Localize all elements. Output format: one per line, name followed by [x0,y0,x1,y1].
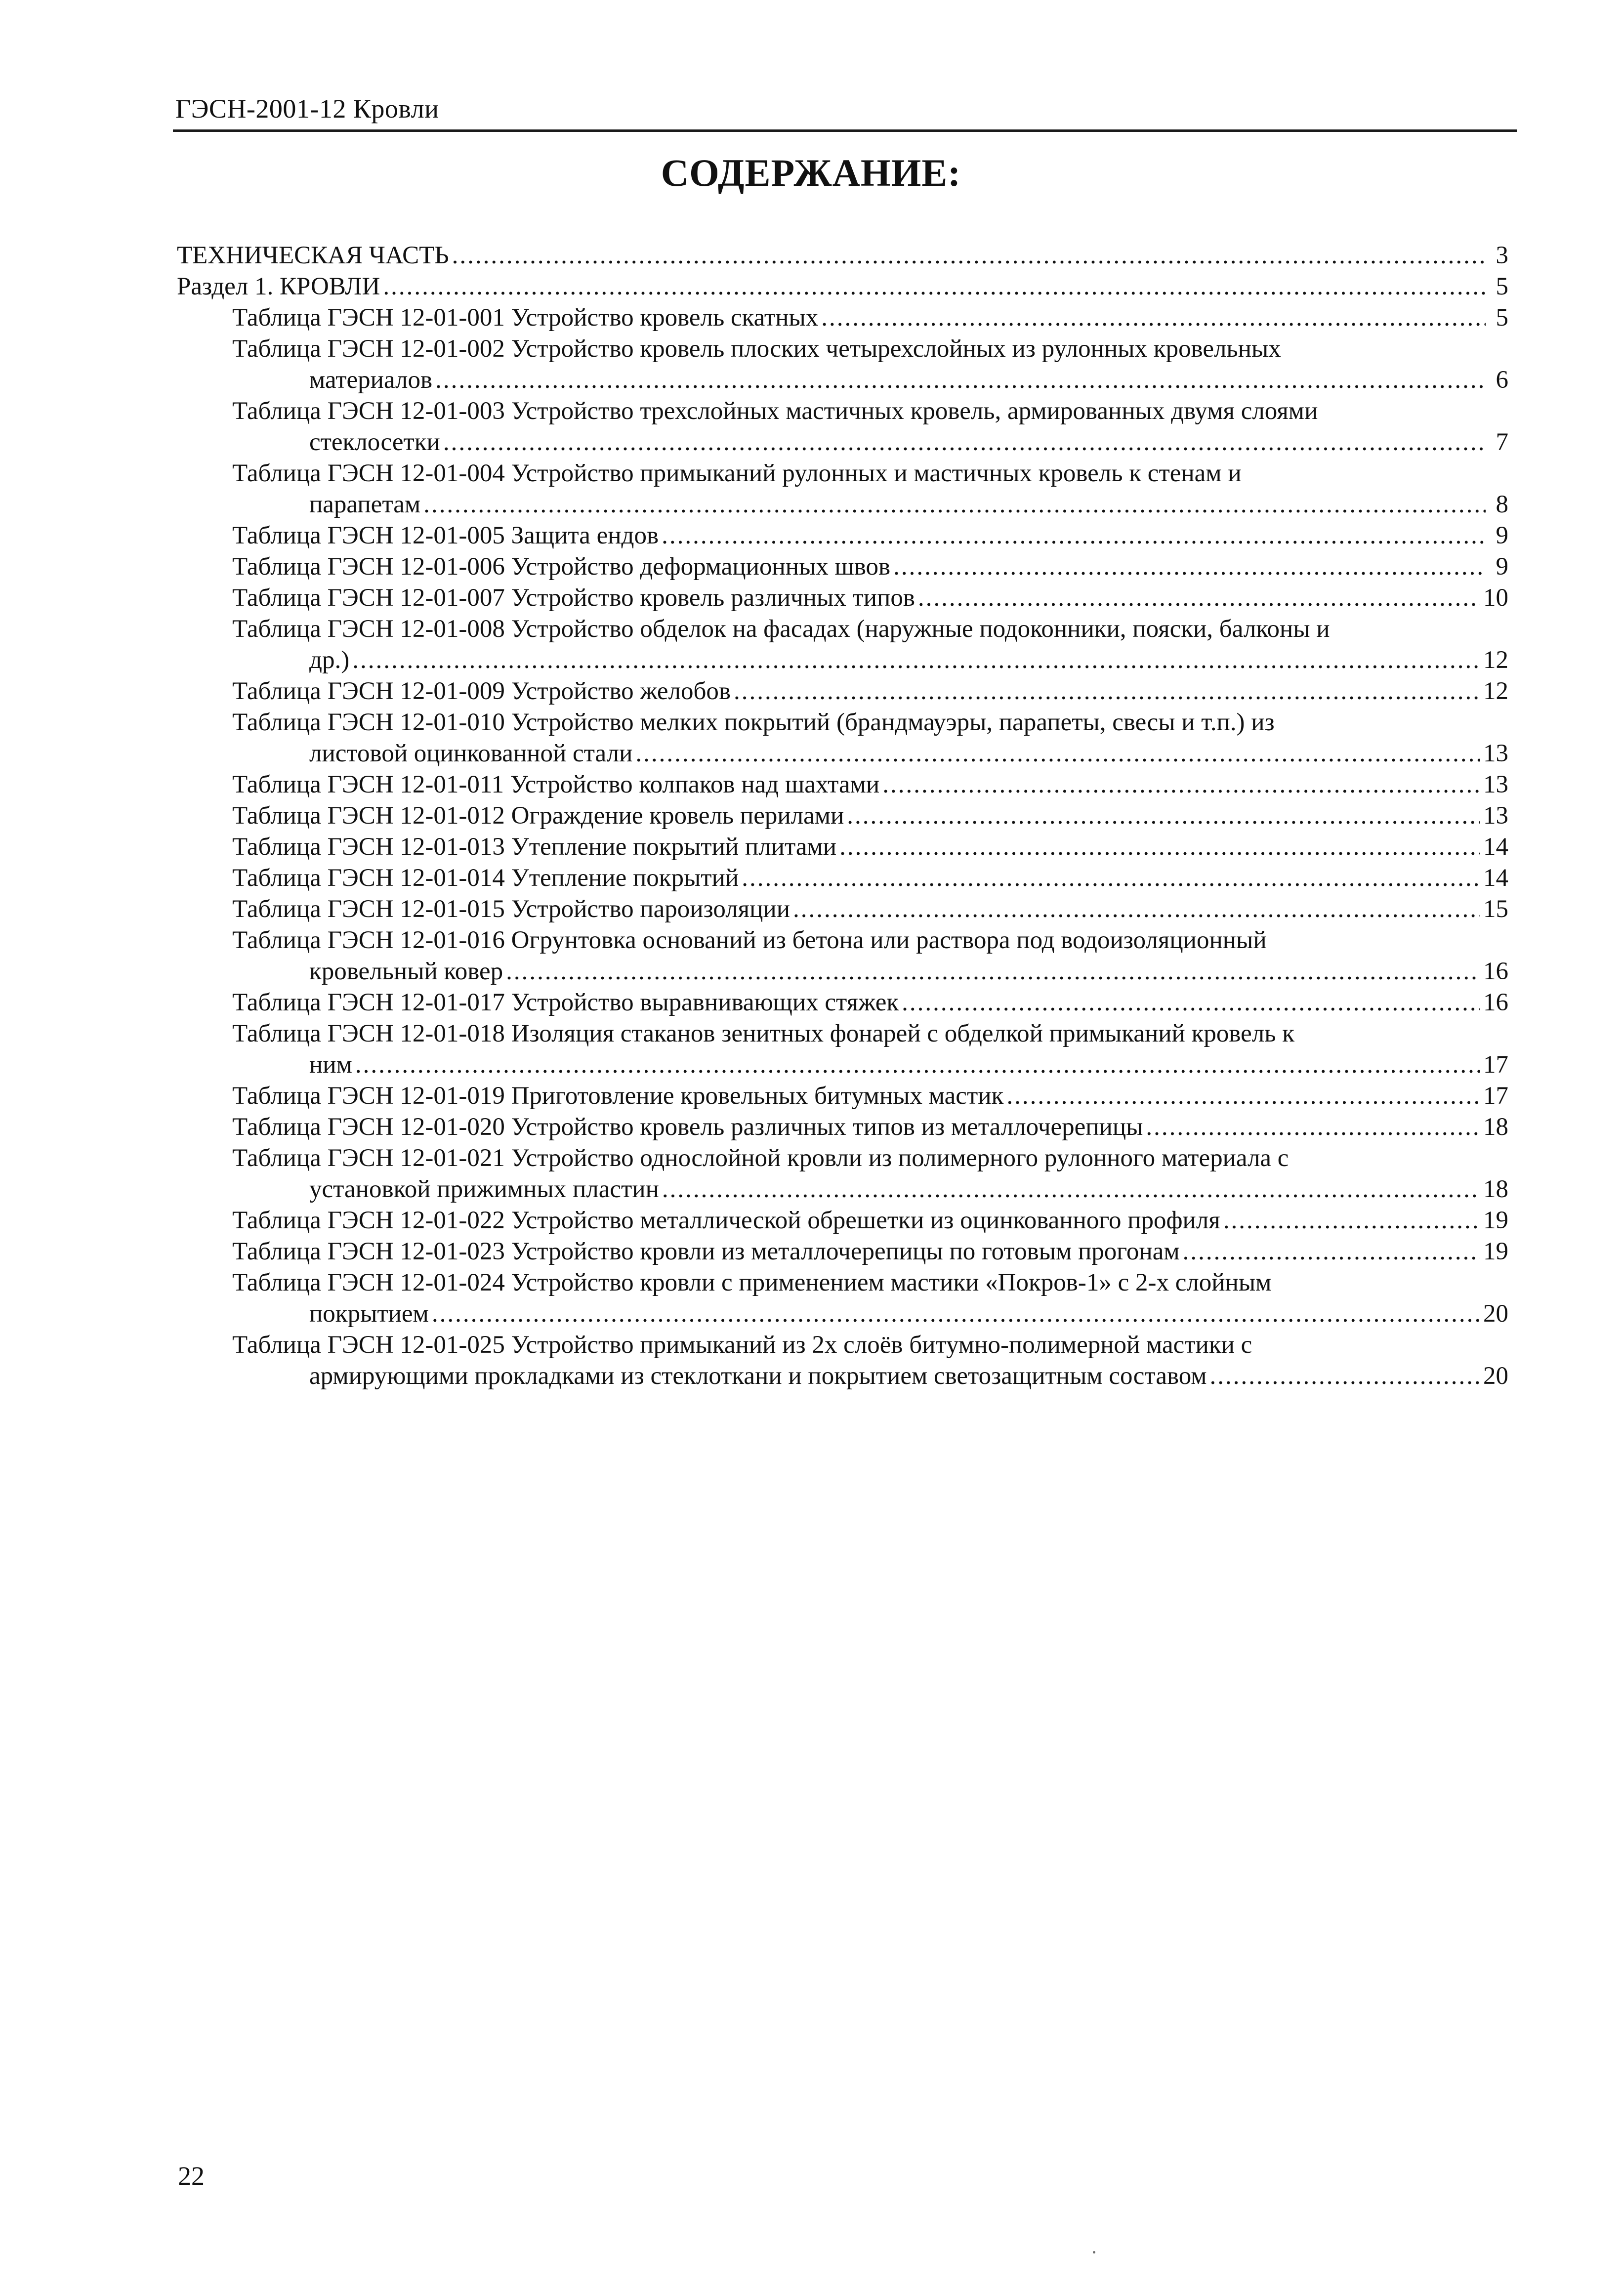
toc-entry[interactable] [177,520,1508,551]
toc-page-number: 13 [1483,771,1508,798]
toc-entry-line [232,302,1508,334]
toc-entry-line [232,551,1508,583]
toc-dot-leader [423,489,1486,520]
toc-page-number: 13 [1483,740,1508,767]
toc-dot-leader [662,520,1486,551]
toc-entry[interactable] [177,614,1508,676]
toc-dot-leader [432,1298,1480,1330]
toc-entry-text: Таблица ГЭСН 12-01-018 Изоляция стаканов зенитных фонарей с обделкой примыканий кровель к [232,1020,1295,1047]
toc-entry[interactable] [177,583,1508,614]
toc-entry[interactable] [177,302,1508,334]
toc-page-number: 7 [1496,428,1508,456]
toc-entry-line [232,1143,1508,1174]
toc-entry-line [232,676,1508,707]
toc-entry-text: Таблица ГЭСН 12-01-015 Устройство пароизоляции [232,895,790,923]
toc-entry[interactable] [177,800,1508,832]
toc-entry-text: материалов [309,366,433,394]
toc-entry-text: стеклосетки [309,428,440,456]
toc-dot-leader [1210,1361,1480,1392]
toc-dot-leader [506,956,1480,987]
toc-page-number: 5 [1496,304,1508,332]
toc-entry[interactable] [177,334,1508,396]
toc-entry-text: парапетам [309,491,421,518]
toc-dot-leader [383,271,1486,302]
toc-page-number: 20 [1483,1362,1508,1390]
toc-page-number: 14 [1483,833,1508,861]
toc-page-number: 6 [1496,366,1508,394]
toc-dot-leader [734,676,1480,707]
toc-entry-line [232,1049,1508,1081]
toc-entry[interactable] [177,1330,1508,1392]
toc-page-number: 18 [1483,1175,1508,1203]
scan-speck [1093,2251,1095,2254]
toc-dot-leader [918,583,1480,614]
toc-entry[interactable] [177,458,1508,520]
toc-dot-leader [635,738,1480,769]
toc-dot-leader [847,800,1480,832]
toc-entry-text: ним [309,1051,352,1079]
toc-entry[interactable] [177,396,1508,458]
toc-entry-line [232,707,1508,738]
toc-entry[interactable] [177,1081,1508,1112]
toc-entry-text: Таблица ГЭСН 12-01-005 Защита ендов [232,522,659,549]
toc-page-number: 5 [1496,273,1508,300]
toc-entry-line [232,1205,1508,1236]
toc-entry-line [232,987,1508,1018]
toc-entry[interactable] [177,1018,1508,1081]
toc-page-number: 18 [1483,1113,1508,1141]
toc-entry[interactable] [177,1112,1508,1143]
toc-entry-line [232,800,1508,832]
toc-entry-text: Таблица ГЭСН 12-01-009 Устройство желобов [232,677,731,705]
toc-entry-text: Таблица ГЭСН 12-01-008 Устройство обделок на фасадах (наружные подоконники, пояски, балконы и [232,615,1330,643]
toc-dot-leader [1223,1205,1480,1236]
toc-dot-leader [443,427,1486,458]
toc-entry-text: Таблица ГЭСН 12-01-004 Устройство примыканий рулонных и мастичных кровель к стенам и [232,459,1242,487]
toc-entry[interactable] [177,1205,1508,1236]
toc-dot-leader [1146,1112,1480,1143]
toc-entry-text: Таблица ГЭСН 12-01-006 Устройство деформационных швов [232,553,891,581]
toc-entry-text: Таблица ГЭСН 12-01-023 Устройство кровли из металлочерепицы по готовым прогонам [232,1238,1180,1265]
toc-dot-leader [1183,1236,1480,1267]
toc-entry-line [232,1330,1508,1361]
toc-entry-line [232,1298,1508,1330]
toc-entry[interactable] [177,707,1508,769]
toc-page-number: 15 [1483,895,1508,923]
toc-entry-text: Таблица ГЭСН 12-01-013 Утепление покрытий плитами [232,833,837,861]
toc-entry-text: Таблица ГЭСН 12-01-003 Устройство трехслойных мастичных кровель, армированных двумя слоями [232,397,1318,425]
toc-dot-leader [742,863,1480,894]
toc-page-number: 17 [1483,1051,1508,1079]
toc-page-number: 20 [1483,1300,1508,1328]
toc-entry-text: Раздел 1. КРОВЛИ [177,273,380,300]
toc-entry-text: Таблица ГЭСН 12-01-021 Устройство однослойной кровли из полимерного рулонного материала с [232,1144,1289,1172]
toc-entry-text: Таблица ГЭСН 12-01-016 Огрунтовка оснований из бетона или раствора под водоизоляционный [232,926,1267,954]
table-of-contents [177,240,1508,1392]
toc-entry[interactable] [177,1143,1508,1205]
toc-entry[interactable] [177,894,1508,925]
toc-entry-line [232,334,1508,365]
toc-page-number: 3 [1496,242,1508,269]
toc-entry[interactable] [177,271,1508,302]
toc-dot-leader [839,832,1480,863]
toc-title: СОДЕРЖАНИЕ: [661,151,961,194]
toc-entry-line [232,925,1508,956]
toc-entry[interactable] [177,1267,1508,1330]
toc-entry-line [232,458,1508,489]
toc-entry-text: Таблица ГЭСН 12-01-007 Устройство кровель различных типов [232,584,915,612]
toc-page-number: 9 [1496,522,1508,549]
toc-page-number: 12 [1483,646,1508,674]
toc-entry-line [232,1081,1508,1112]
toc-entry-line [232,769,1508,800]
toc-entry-line [177,240,1508,271]
toc-entry[interactable] [177,551,1508,583]
toc-dot-leader [452,240,1486,271]
toc-dot-leader [662,1174,1480,1205]
toc-entry-line [232,894,1508,925]
toc-entry-text: Таблица ГЭСН 12-01-017 Устройство выравнивающих стяжек [232,989,899,1016]
toc-entry-text: Таблица ГЭСН 12-01-012 Ограждение кровель перилами [232,802,844,830]
toc-entry-text: армирующими прокладками из стеклоткани и покрытием светозащитным составом [309,1362,1207,1390]
toc-entry-line [232,1361,1508,1392]
toc-entry-line [232,956,1508,987]
toc-entry-line [232,396,1508,427]
toc-entry-text: Таблица ГЭСН 12-01-020 Устройство кровель различных типов из металлочерепицы [232,1113,1143,1141]
toc-entry-text: др.) [309,646,350,674]
toc-entry[interactable] [177,832,1508,863]
toc-entry-line [232,645,1508,676]
toc-dot-leader [902,987,1480,1018]
toc-entry[interactable] [177,987,1508,1018]
toc-entry-text: Таблица ГЭСН 12-01-010 Устройство мелких покрытий (брандмауэры, парапеты, свесы и т.п.) из [232,709,1275,736]
running-header: ГЭСН-2001-12 Кровли [175,94,439,124]
toc-entry[interactable] [177,1236,1508,1267]
toc-dot-leader [793,894,1480,925]
toc-page-number: 8 [1496,491,1508,518]
toc-page-number: 19 [1483,1238,1508,1265]
toc-entry-line [232,365,1508,396]
toc-entry-text: Таблица ГЭСН 12-01-002 Устройство кровель плоских четырехслойных из рулонных кровельных [232,335,1281,363]
toc-entry-text: Таблица ГЭСН 12-01-019 Приготовление кровельных битумных мастик [232,1082,1004,1110]
toc-page-number: 14 [1483,864,1508,892]
toc-entry-text: листовой оцинкованной стали [309,740,633,767]
toc-entry-line [232,1018,1508,1049]
toc-entry-text: Таблица ГЭСН 12-01-022 Устройство металлической обрешетки из оцинкованного профиля [232,1207,1220,1234]
toc-dot-leader [355,1049,1480,1081]
toc-entry-text: Таблица ГЭСН 12-01-001 Устройство кровель скатных [232,304,819,332]
toc-entry-text: Таблица ГЭСН 12-01-025 Устройство примыканий из 2х слоёв битумно-полимерной мастики с [232,1331,1252,1359]
toc-entry-line [232,832,1508,863]
toc-entry-line [232,1267,1508,1298]
toc-entry-line [232,427,1508,458]
toc-entry[interactable] [177,240,1508,271]
toc-dot-leader [435,365,1486,396]
toc-entry-text: установкой прижимных пластин [309,1175,659,1203]
toc-entry-text: покрытием [309,1300,429,1328]
toc-page-number: 13 [1483,802,1508,830]
toc-entry-line [232,614,1508,645]
toc-entry-line [232,583,1508,614]
toc-dot-leader [821,302,1486,334]
toc-page-number: 17 [1483,1082,1508,1110]
toc-entry-line [232,863,1508,894]
toc-entry[interactable] [177,769,1508,800]
toc-page-number: 12 [1483,677,1508,705]
toc-page-number: 9 [1496,553,1508,581]
toc-page-number: 16 [1483,989,1508,1016]
toc-entry-line [232,520,1508,551]
toc-entry-text: Таблица ГЭСН 12-01-014 Утепление покрытий [232,864,739,892]
toc-entry-text: кровельный ковер [309,958,503,985]
toc-dot-leader [882,769,1480,800]
toc-entry-text: Таблица ГЭСН 12-01-011 Устройство колпаков над шахтами [232,771,880,798]
toc-entry[interactable] [177,925,1508,987]
toc-page-number: 19 [1483,1207,1508,1234]
toc-entry-line [232,1174,1508,1205]
toc-dot-leader [1006,1081,1480,1112]
toc-page-number: 16 [1483,958,1508,985]
toc-page-number: 10 [1483,584,1508,612]
toc-entry-line [232,1112,1508,1143]
toc-entry-line [232,489,1508,520]
toc-entry-line [177,271,1508,302]
toc-entry-text: Таблица ГЭСН 12-01-024 Устройство кровли с применением мастики «Покров-1» с 2-х слойным [232,1269,1272,1296]
page-number: 22 [178,2161,205,2191]
toc-entry[interactable] [177,863,1508,894]
toc-entry-text: ТЕХНИЧЕСКАЯ ЧАСТЬ [177,242,449,269]
toc-entry-line [232,738,1508,769]
toc-entry[interactable] [177,676,1508,707]
header-rule [173,129,1517,132]
toc-entry-line [232,1236,1508,1267]
toc-dot-leader [352,645,1480,676]
toc-dot-leader [893,551,1486,583]
